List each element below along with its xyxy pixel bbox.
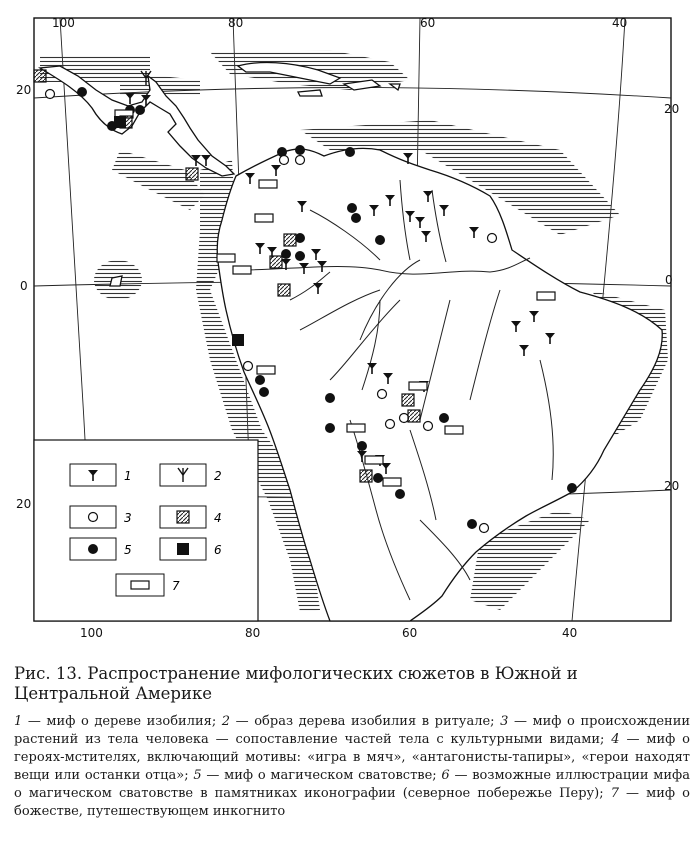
lat-left-20n: 20 xyxy=(16,83,32,97)
caption-text-6: — возможные иллюстрации мифа о магическом сватовстве в памятниках иконографии (северное побережье Перу); xyxy=(14,768,690,801)
lon-top-40: 40 xyxy=(612,16,628,30)
svg-text:6: 6 xyxy=(214,543,222,557)
lat-left-20s: 20 xyxy=(16,497,32,511)
lat-right-20n: 20 xyxy=(664,102,680,116)
caption-num-6: 6 xyxy=(441,768,450,783)
svg-text:3: 3 xyxy=(124,511,132,525)
svg-text:2: 2 xyxy=(214,469,222,483)
lon-bottom-40: 40 xyxy=(562,626,578,640)
caption-text-7: — миф о божестве, путешествующем инкогнито xyxy=(14,786,690,819)
svg-text:5: 5 xyxy=(124,543,132,557)
svg-text:4: 4 xyxy=(214,511,222,525)
caption-num-1: 1 xyxy=(14,714,23,729)
lon-bottom-60: 60 xyxy=(402,626,418,640)
caption-num-4: 4 xyxy=(611,732,620,747)
caption-text-4: — миф о героях-мстителях, включающий мотивы: «игра в мяч», «антагонисты-тапиры», «герои находят вещи или останки отца»; xyxy=(14,732,690,783)
lat-left-0: 0 xyxy=(20,279,28,293)
svg-text:7: 7 xyxy=(172,579,180,593)
caption-text-3: — миф о происхождении растений из тела человека — сопоставление частей тела с культурными видами; xyxy=(14,714,691,747)
lon-bottom-100: 100 xyxy=(80,626,103,640)
legend xyxy=(34,440,258,621)
lat-right-0: 0 xyxy=(665,273,673,287)
svg-text:1: 1 xyxy=(124,469,132,483)
lon-top-80: 80 xyxy=(228,16,244,30)
lon-top-100: 100 xyxy=(52,16,75,30)
lon-bottom-80: 80 xyxy=(245,626,261,640)
caption-num-2: 2 xyxy=(221,714,231,729)
figure-caption-title: Рис. 13. Распространение мифологических сюжетов в Южной и Центральной Америке xyxy=(14,664,578,703)
caption-text-5: — миф о магическом сватовстве; xyxy=(201,768,442,783)
caption-num-7: 7 xyxy=(610,786,619,801)
lat-right-20s: 20 xyxy=(664,479,680,493)
figure-caption-legend xyxy=(14,713,690,821)
caption-num-5: 5 xyxy=(193,768,202,783)
caption-text-1: — миф о дереве изобилия; xyxy=(22,714,222,729)
lon-top-60: 60 xyxy=(420,16,436,30)
caption-text-2: — образ дерева изобилия в ритуале; xyxy=(230,714,501,729)
caption-num-3: 3 xyxy=(500,714,509,729)
